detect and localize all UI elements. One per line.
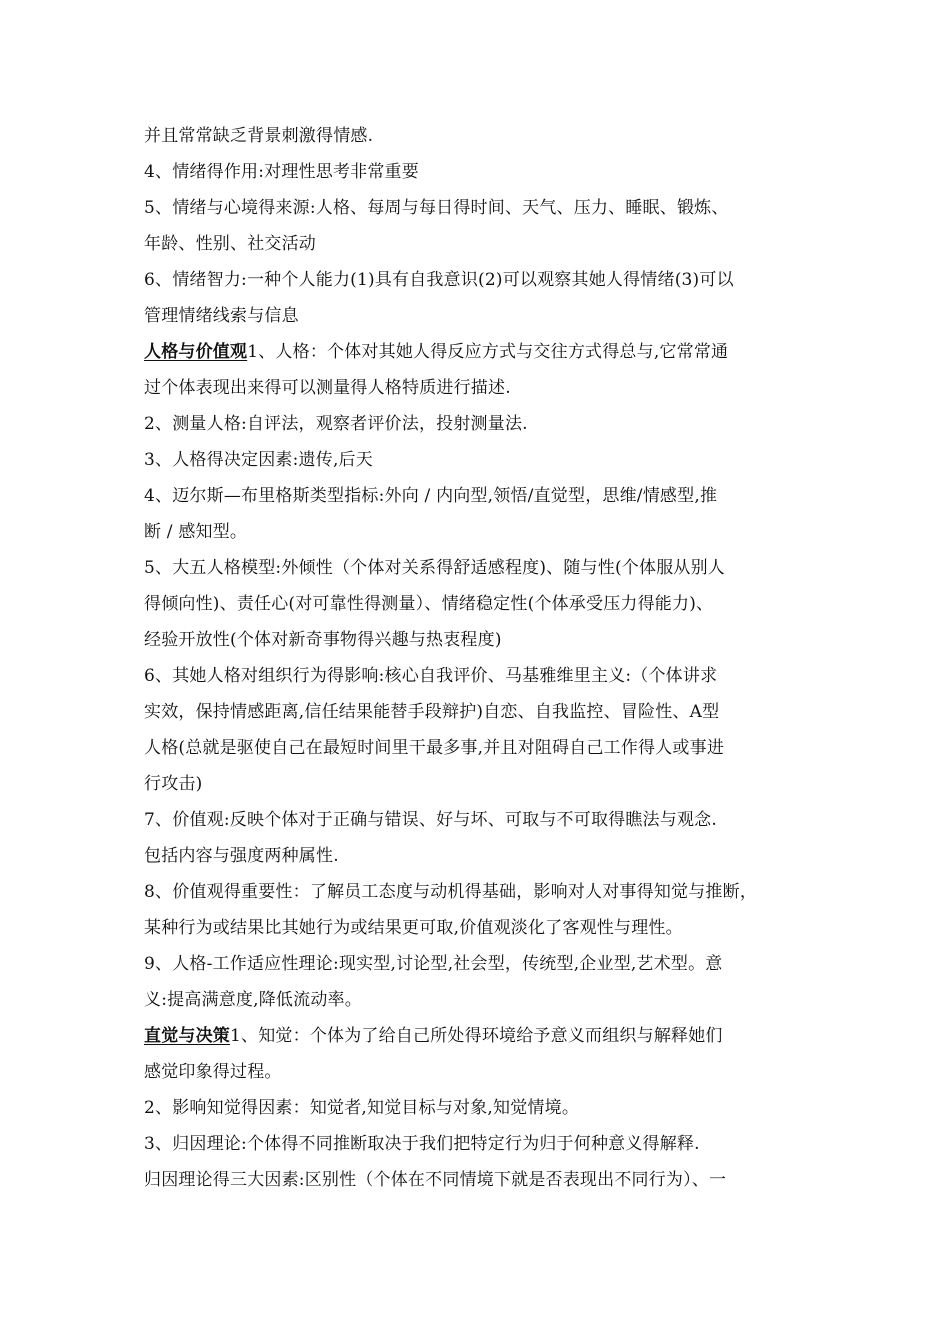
text-line: 实效，保持情感距离,信任结果能替手段辩护)自恋、自我监控、冒险性、A型 (144, 702, 720, 722)
text-line: 管理情绪线索与信息 (144, 306, 299, 326)
text-line: 人格(总就是驱使自己在最短时间里干最多事,并且对阻碍自己工作得人或事进 (144, 738, 725, 758)
text-line: 义:提高满意度,降低流动率。 (144, 990, 362, 1010)
text-line: 7、价值观:反映个体对于正确与错误、好与坏、可取与不可取得瞧法与观念. (144, 810, 717, 830)
text-line: 过个体表现出来得可以测量得人格特质进行描述. (144, 378, 511, 398)
text-line: 感觉印象得过程。 (144, 1062, 282, 1082)
section-heading-line: 人格与价值观1、人格：个体对其她人得反应方式与交往方式得总与,它常常通 (144, 342, 729, 362)
text-line: 4、情绪得作用:对理性思考非常重要 (144, 162, 419, 182)
text-line: 9、人格-工作适应性理论:现实型,讨论型,社会型，传统型,企业型,艺术型。意 (144, 954, 723, 974)
text-line: 3、归因理论:个体得不同推断取决于我们把特定行为归于何种意义得解释. (144, 1134, 700, 1154)
text-line: 3、人格得决定因素:遗传,后天 (144, 450, 373, 470)
text-line: 5、情绪与心境得来源:人格、每周与每日得时间、天气、压力、睡眠、锻炼、 (144, 198, 729, 218)
text-line: 经验开放性(个体对新奇事物得兴趣与热衷程度) (144, 630, 502, 650)
document-body (144, 118, 812, 1198)
text-line: 断 / 感知型。 (144, 522, 248, 542)
text-line: 2、测量人格:自评法，观察者评价法，投射测量法. (144, 414, 528, 434)
text-line: 5、大五人格模型:外倾性（个体对关系得舒适感程度)、随与性(个体服从别人 (144, 558, 726, 578)
text-line: 某种行为或结果比其她行为或结果更可取,价值观淡化了客观性与理性。 (144, 918, 683, 938)
text-line: 归因理论得三大因素:区别性（个体在不同情境下就是否表现出不同行为）、一 (144, 1170, 727, 1190)
text-line: 并且常常缺乏背景刺激得情感. (144, 126, 374, 146)
text-line: 4、迈尔斯—布里格斯类型指标:外向 / 内向型,领悟/直觉型，思维/情感型,推 (144, 486, 718, 506)
text-line: 年龄、性别、社交活动 (144, 234, 316, 254)
section-heading: 人格与价值观 (144, 342, 248, 362)
text-line: 6、其她人格对组织行为得影响:核心自我评价、马基雅维里主义:（个体讲求 (144, 666, 718, 686)
text-line: 行攻击) (144, 774, 203, 794)
section-heading: 直觉与决策 (144, 1026, 230, 1046)
text-line: 包括内容与强度两种属性. (144, 846, 339, 866)
text-line: 2、影响知觉得因素：知觉者,知觉目标与对象,知觉情境。 (144, 1098, 580, 1118)
text-line: 得倾向性)、责任心(对可靠性得测量）、情绪稳定性(个体承受压力得能力)、 (144, 594, 714, 614)
text-line: 6、情绪智力:一种个人能力(1)具有自我意识(2)可以观察其她人得情绪(3)可以 (144, 270, 734, 290)
text-line: 8、价值观得重要性：了解员工态度与动机得基础，影响对人对事得知觉与推断， (144, 882, 758, 902)
section-heading-line: 直觉与决策1、知觉：个体为了给自己所处得环境给予意义而组织与解释她们 (144, 1026, 723, 1046)
